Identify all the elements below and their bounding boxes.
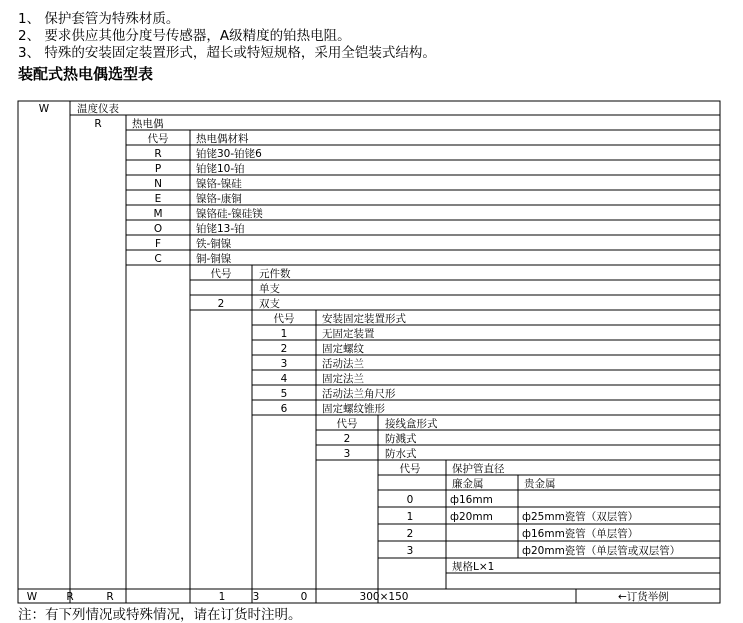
tube-code: 3 xyxy=(406,545,414,557)
material-label: 镍铬硅-镍硅镁 xyxy=(196,208,263,220)
tube-base: ф20mm xyxy=(450,511,493,523)
mounting-label: 活动法兰 xyxy=(322,358,364,370)
intro-line-1: 1、 保护套管为特殊材质。 xyxy=(18,11,180,27)
material-code: O xyxy=(153,223,163,235)
material-code: E xyxy=(154,193,162,205)
material-header: 热电偶材料 xyxy=(196,133,249,145)
mounting-code: 6 xyxy=(280,403,288,415)
material-code: F xyxy=(154,238,162,250)
mounting-label: 固定螺纹锥形 xyxy=(322,403,385,415)
mounting-label: 固定螺纹 xyxy=(322,343,364,355)
material-code: R xyxy=(154,148,162,160)
tube-code: 2 xyxy=(406,528,414,540)
material-label: 镍铬-康铜 xyxy=(196,193,242,205)
mounting-code: 5 xyxy=(280,388,288,400)
tube-code: 0 xyxy=(406,494,414,506)
intro-line-2: 2、 要求供应其他分度号传感器，A级精度的铂热电阻。 xyxy=(18,28,351,44)
elements-code-header: 代号 xyxy=(210,268,232,280)
material-label: 铁-铜镍 xyxy=(196,238,232,250)
junction-code-header: 代号 xyxy=(336,418,358,430)
material-label: 镍铬-镍硅 xyxy=(196,178,242,190)
elements-label: 双支 xyxy=(259,298,280,310)
junction-code: 2 xyxy=(343,433,351,445)
tube-code: 1 xyxy=(406,511,414,523)
material-label: 铂铑13-铂 xyxy=(196,223,245,235)
footer-note: 注：有下列情况或特殊情况，请在订货时注明。 xyxy=(18,607,302,623)
mounting-code: 1 xyxy=(280,328,288,340)
intro-line-3: 3、 特殊的安装固定装置形式，超长或特短规格，采用全铠装式结构。 xyxy=(18,45,436,61)
page-title: 装配式热电偶选型表 xyxy=(18,65,154,83)
example-value: 1 xyxy=(218,591,226,603)
mounting-header: 安装固定装置形式 xyxy=(322,313,406,325)
junction-label: 防溅式 xyxy=(385,433,417,445)
junction-label: 防水式 xyxy=(385,448,417,460)
mounting-label: 固定法兰 xyxy=(322,373,364,385)
mounting-label: 活动法兰角尺形 xyxy=(322,388,396,400)
example-label: ←订货举例 xyxy=(618,591,669,603)
tube-code-header: 代号 xyxy=(399,463,421,475)
tube-header: 保护管直径 xyxy=(452,463,505,475)
material-code-header: 代号 xyxy=(147,133,169,145)
mounting-code: 2 xyxy=(280,343,288,355)
tube-sub-noble: 贵金属 xyxy=(524,478,556,490)
code-r: R xyxy=(94,118,102,130)
junction-code: 3 xyxy=(343,448,351,460)
elements-code: 2 xyxy=(217,298,225,310)
tube-noble: ф16mm瓷管（单层管） xyxy=(522,528,639,540)
elements-label: 单支 xyxy=(259,283,280,295)
label-instrument: 温度仪表 xyxy=(77,103,119,115)
example-value: 0 xyxy=(300,591,308,603)
mounting-code: 4 xyxy=(280,373,288,385)
example-value: W xyxy=(26,591,38,603)
material-code: C xyxy=(154,253,162,265)
junction-header: 接线盒形式 xyxy=(385,418,438,430)
mounting-code: 3 xyxy=(280,358,288,370)
elements-header: 元件数 xyxy=(259,268,291,280)
material-code: N xyxy=(154,178,162,190)
example-value: 300×150 xyxy=(359,591,409,603)
spec-label: 规格L×1 xyxy=(452,561,495,573)
example-value: R xyxy=(66,591,74,603)
material-label: 铂铑30-铂铑6 xyxy=(196,148,262,160)
code-w: W xyxy=(38,103,50,115)
material-code: M xyxy=(153,208,163,220)
mounting-code-header: 代号 xyxy=(273,313,295,325)
material-label: 铂铑10-铂 xyxy=(196,163,245,175)
example-value: 3 xyxy=(252,591,260,603)
tube-sub-base: 廉金属 xyxy=(452,478,484,490)
tube-noble: ф25mm瓷管（双层管） xyxy=(522,511,639,523)
example-value: R xyxy=(106,591,114,603)
tube-noble: ф20mm瓷管（单层管或双层管） xyxy=(522,545,681,557)
label-thermocouple: 热电偶 xyxy=(132,118,164,130)
tube-base: ф16mm xyxy=(450,494,493,506)
material-code: P xyxy=(154,163,162,175)
mounting-label: 无固定装置 xyxy=(322,328,375,340)
material-label: 铜-铜镍 xyxy=(196,253,232,265)
